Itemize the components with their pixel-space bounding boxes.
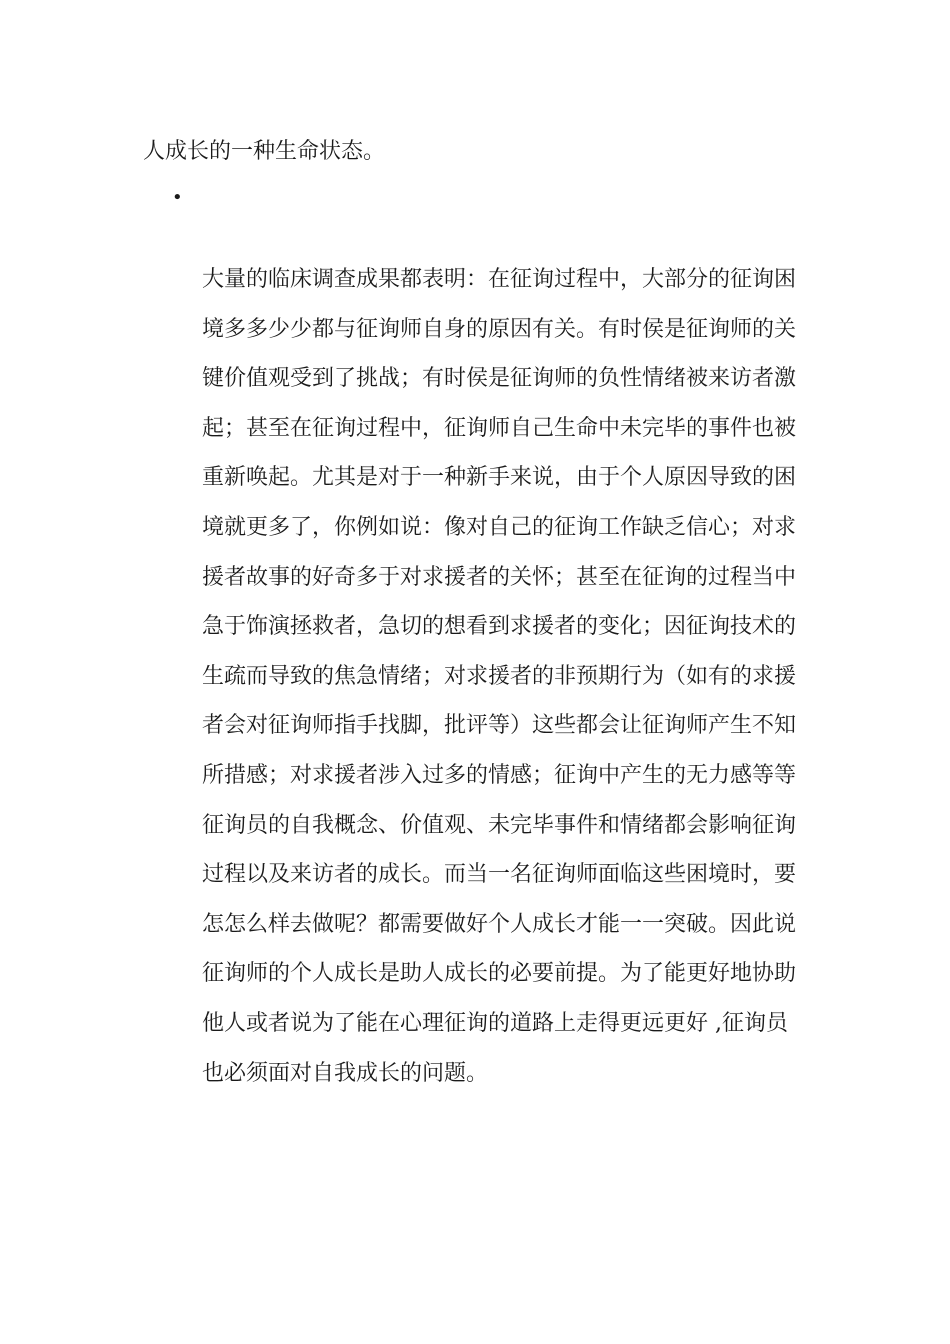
paragraph-line: 征询员的自我概念、价值观、未完毕事件和情绪都会影响征询 xyxy=(202,812,797,838)
paragraph-line: 境多多少少都与征询师自身的原因有关。有时侯是征询师的关 xyxy=(202,316,797,342)
body-paragraph xyxy=(202,255,822,1098)
paragraph-line: 征询师的个人成长是助人成长的必要前提。为了能更好地协助 xyxy=(202,961,797,987)
paragraph-line: 大量的临床调查成果都表明：在征询过程中，大部分的征询困 xyxy=(202,267,797,292)
paragraph-line: 怎怎么样去做呢？都需要做好个人成长才能一一突破。因此说 xyxy=(202,911,797,937)
paragraph-line: 重新唤起。尤其是对于一种新手来说，由于个人原因导致的困 xyxy=(202,465,797,491)
paragraph-line: 急于饰演拯救者，急切的想看到求援者的变化；因征询技术的 xyxy=(202,614,797,640)
paragraph-line: 他人或者说为了能在心理征询的道路上走得更远更好 ,征询员 xyxy=(202,1010,788,1036)
paragraph-line: 生疏而导致的焦急情绪；对求援者的非预期行为（如有的求援 xyxy=(202,663,797,689)
paragraph-line: 也必须面对自我成长的问题。 xyxy=(202,1060,489,1086)
lead-line: 人成长的一种生命状态。 xyxy=(143,139,386,164)
paragraph-line: 者会对征询师指手找脚，批评等）这些都会让征询师产生不知 xyxy=(202,713,797,739)
paragraph-line: 境就更多了，你例如说：像对自己的征询工作缺乏信心；对求 xyxy=(202,514,797,540)
bullet-marker: • xyxy=(172,187,183,208)
paragraph-line: 援者故事的好奇多于对求援者的关怀；甚至在征询的过程当中 xyxy=(202,564,797,590)
paragraph-line: 过程以及来访者的成长。而当一名征询师面临这些困境时，要 xyxy=(202,862,797,888)
paragraph-line: 所措感；对求援者涉入过多的情感；征询中产生的无力感等等 xyxy=(202,762,797,788)
paragraph-line: 起；甚至在征询过程中，征询师自己生命中未完毕的事件也被 xyxy=(202,415,797,441)
paragraph-line: 键价值观受到了挑战；有时侯是征询师的负性情绪被来访者激 xyxy=(202,366,797,392)
